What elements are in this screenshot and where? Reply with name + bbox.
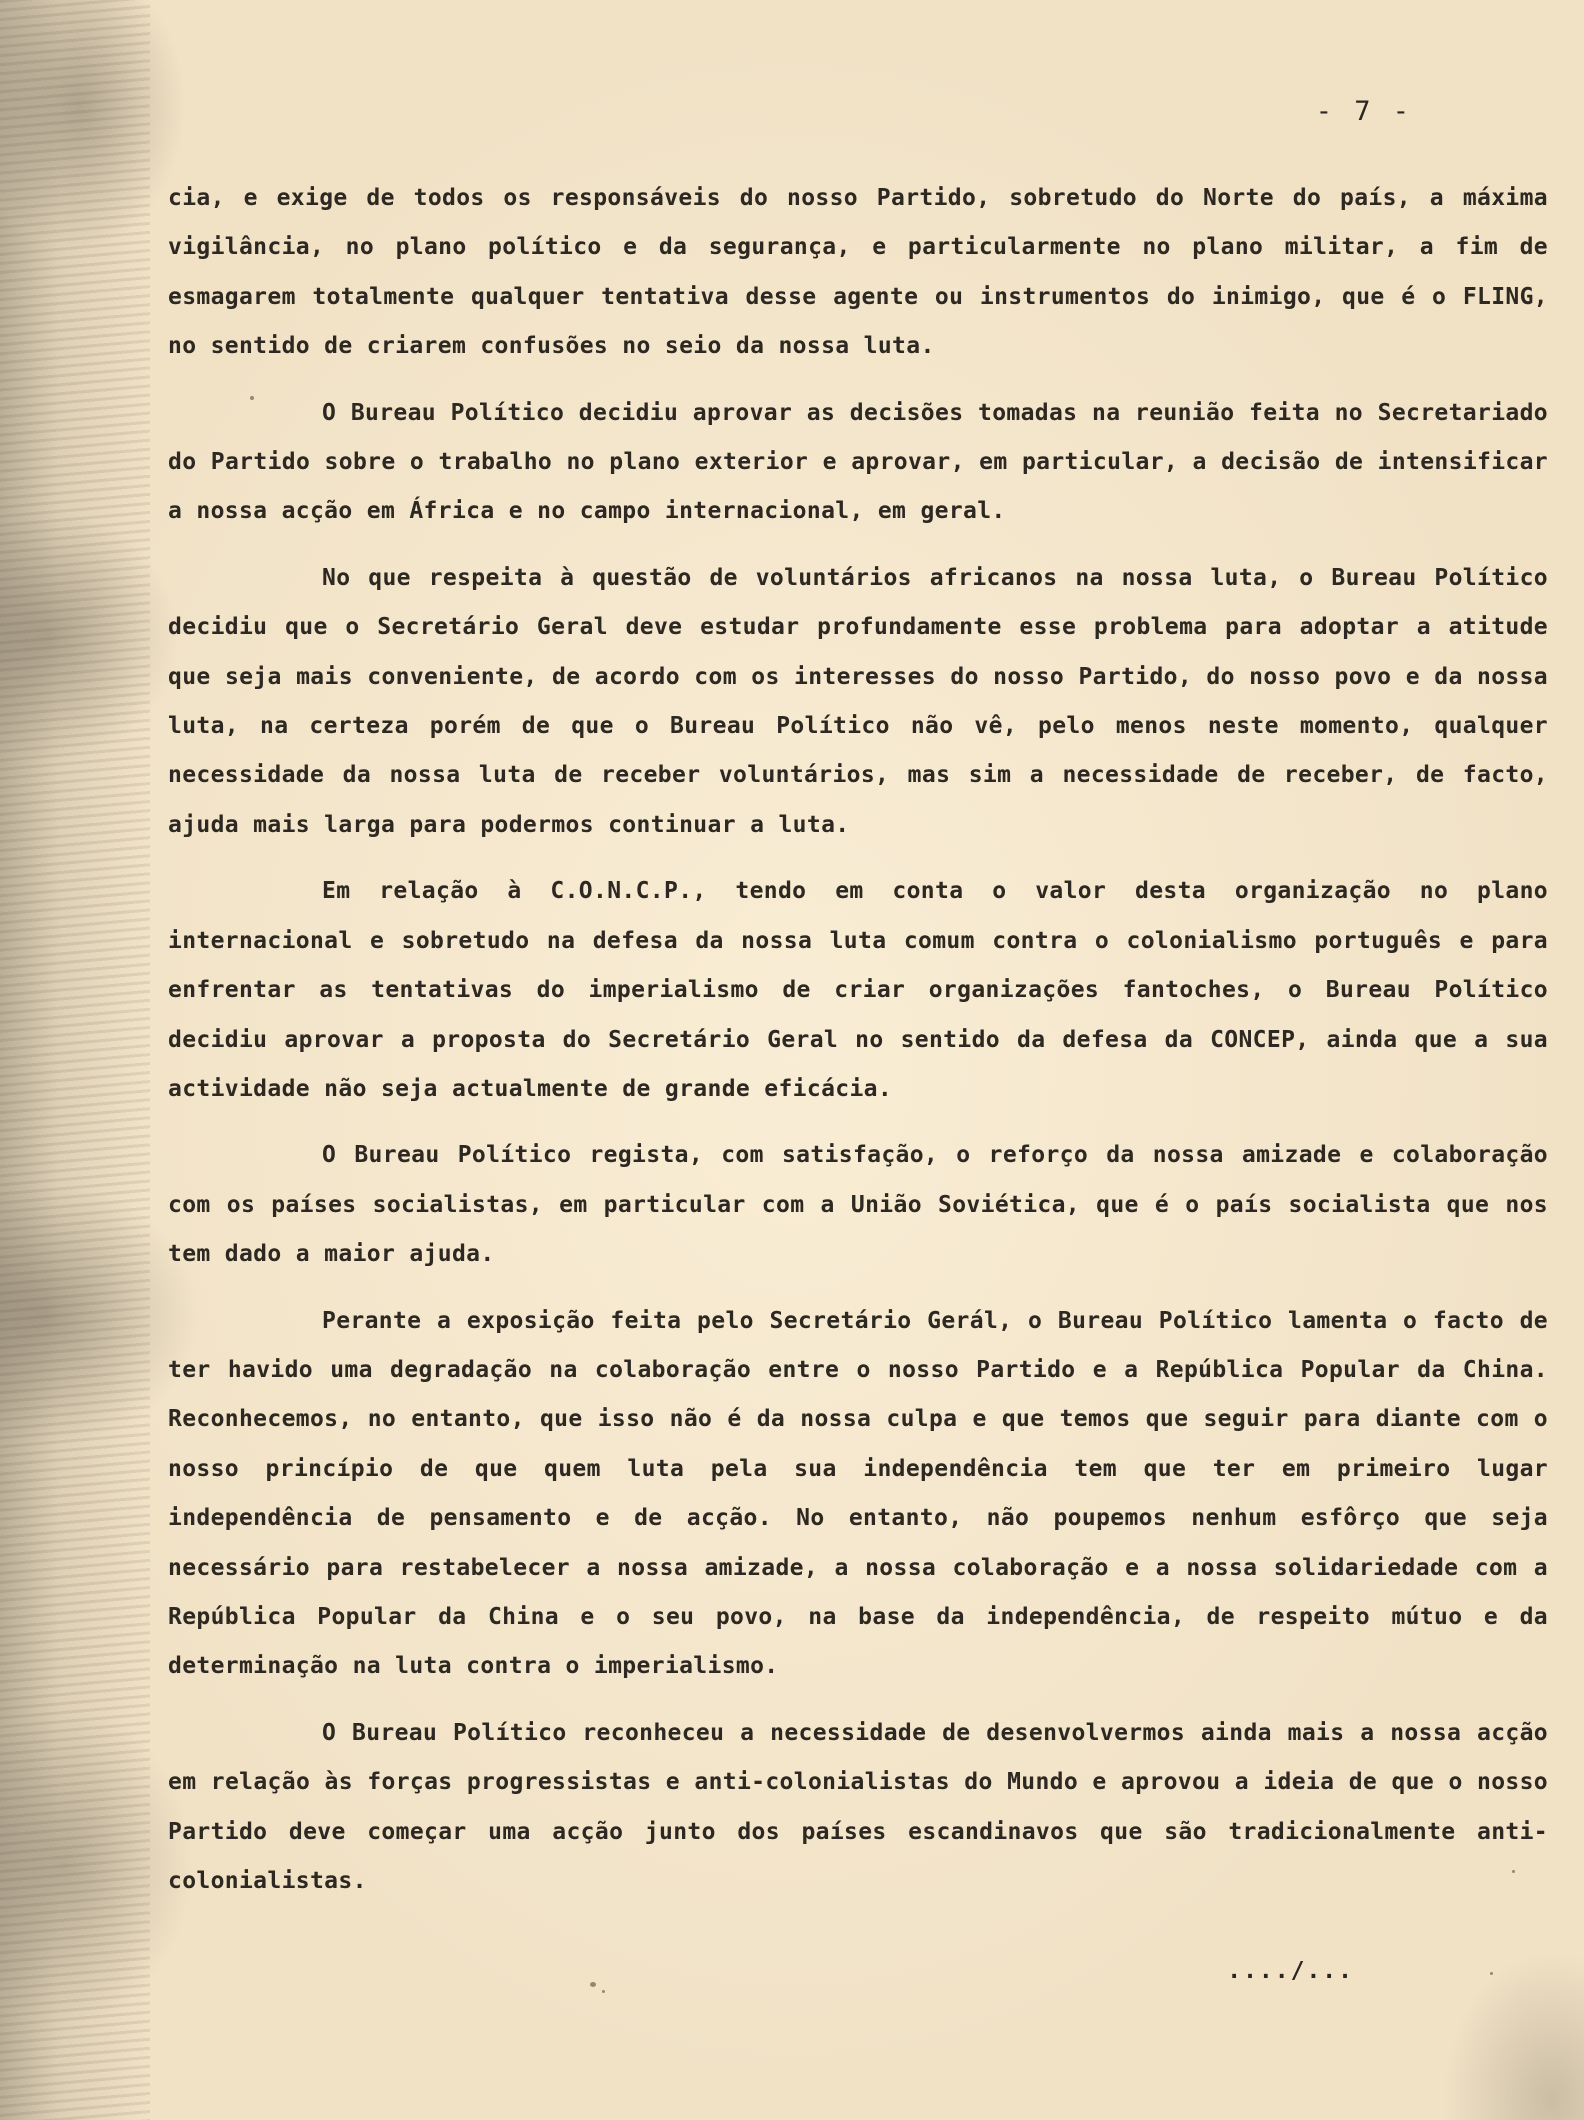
scan-speck (1490, 1972, 1493, 1975)
paragraph: cia, e exige de todos os responsáveis do nosso Partido, sobretudo do Norte do país, a máxima vigilância, no plano político e da segurança, e particularmente no plano militar, a fim de esmagarem totalmente qualquer tentativa desse agente ou instrumentos do inimigo, que é o FLING, no sentido de criarem confusões no seio da nossa luta. (168, 185, 1548, 360)
scan-speck (590, 1982, 596, 1987)
scan-speck (250, 396, 254, 400)
continuation-mark: ..../... (1227, 1958, 1354, 1984)
paragraph: O Bureau Político reconheceu a necessidade de desenvolvermos ainda mais a nossa acção em relação às forças progressistas e anti-colonialistas do Mundo e aprovou a ideia de que o nosso Partido deve começar uma acção junto dos países escandinavos que são tradicionalmente anti-colonialistas. (168, 1719, 1548, 1894)
scan-speck (602, 1990, 605, 1993)
page-number: - 7 - (1315, 96, 1412, 127)
scan-edge-smudge (0, 0, 150, 2120)
paragraph: Perante a exposição feita pelo Secretário Gerál, o Bureau Político lamenta o facto de ter havido uma degradação na colaboração entre o nosso Partido e a República Popular da China. Reconhecemos, no entanto, que isso não é da nossa culpa e que temos que seguir para diante com o nosso princípio de que quem luta pela sua independência tem que ter em primeiro lugar independência de pensamento e de acção. No entanto, não poupemos nenhum esfôrço que seja necessário para restabelecer a nossa amizade, a nossa colaboração e a nossa solidariedade com a República Popular da China e o seu povo, na base da independência, de respeito mútuo e da determinação na luta contra o imperialismo. (168, 1307, 1548, 1680)
scan-speck (1512, 1870, 1515, 1873)
paragraph: O Bureau Político decidiu aprovar as decisões tomadas na reunião feita no Secretariado do Partido sobre o trabalho no plano exterior e aprovar, em particular, a decisão de intensificar a nossa acção em África e no campo internacional, em geral. (168, 399, 1548, 525)
document-body (168, 174, 1548, 1923)
paragraph: Em relação à C.O.N.C.P., tendo em conta o valor desta organização no plano internacional e sobretudo na defesa da nossa luta comum contra o colonialismo português e para enfrentar as tentativas do imperialismo de criar organizações fantoches, o Bureau Político decidiu aprovar a proposta do Secretário Geral no sentido da defesa da CONCEP, ainda que a sua actividade não seja actualmente de grande eficácia. (168, 878, 1548, 1102)
paragraph: No que respeita à questão de voluntários africanos na nossa luta, o Bureau Político decidiu que o Secretário Geral deve estudar profundamente esse problema para adoptar a atitude que seja mais conveniente, de acordo com os interesses do nosso Partido, do nosso povo e da nossa luta, na certeza porém de que o Bureau Político não vê, pelo menos neste momento, qualquer necessidade da nossa luta de receber voluntários, mas sim a necessidade de receber, de facto, ajuda mais larga para podermos continuar a luta. (168, 564, 1548, 838)
paragraph: O Bureau Político regista, com satisfação, o reforço da nossa amizade e colaboração com os países socialistas, em particular com a União Soviética, que é o país socialista que nos tem dado a maior ajuda. (168, 1142, 1548, 1268)
